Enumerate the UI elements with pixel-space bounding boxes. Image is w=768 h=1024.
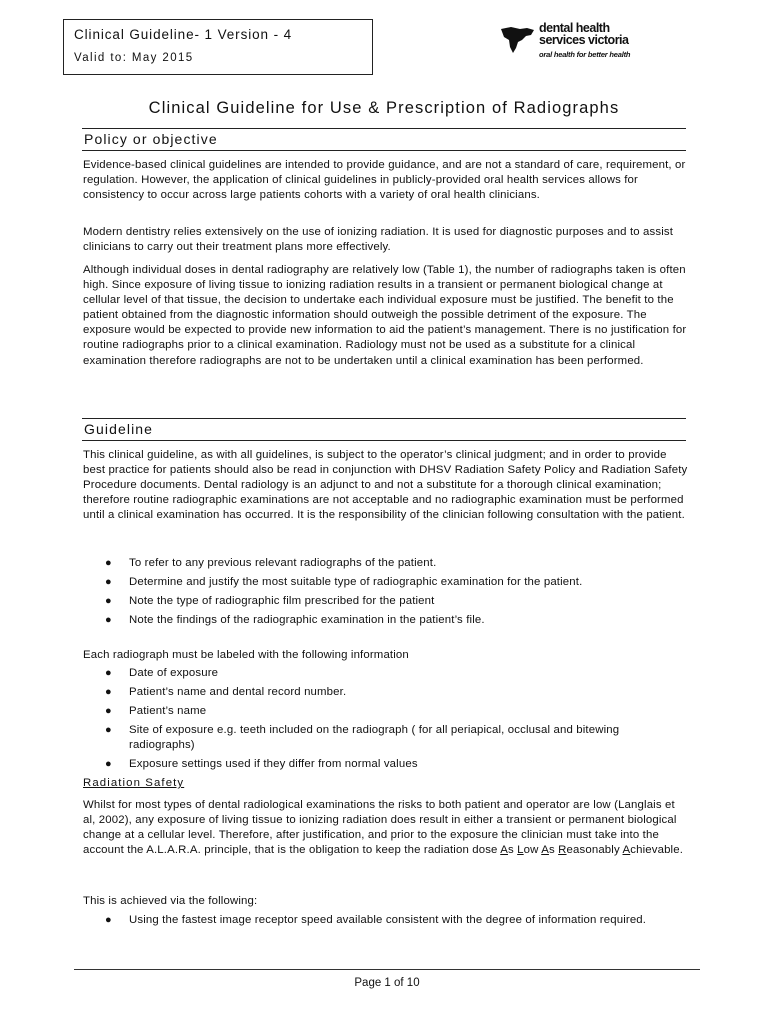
alara-methods-list [83,913,688,928]
list-item: ● Note the type of radiographic film prescribed for the patient [105,595,435,608]
footer-divider [74,969,700,970]
list-item: ● Note the findings of the radiographic examination in the patient’s file. [105,614,485,627]
label-intro-paragraph: Each radiograph must be labeled with the following information [83,649,409,661]
list-item: ● Site of exposure e.g. teeth included on the radiograph ( for all periapical, occlusal and bitewing radiographs) [105,724,620,752]
policy-paragraph-2: Modern dentistry relies extensively on the use of ionizing radiation. It is used for diagnostic purposes and to assist clinicians to carry out their treatment plans more effectively. [83,226,674,254]
page-number: Page 1 of 10 [354,977,420,989]
list-item: ● Exposure settings used if they differ from normal values [105,758,418,771]
list-item: ● To refer to any previous relevant radiographs of the patient. [105,557,437,569]
list-item: ● Using the fastest image receptor speed available consistent with the degree of information required. [105,914,647,926]
document-title: Clinical Guideline for Use & Prescription of Radiographs [148,99,620,117]
logo-tagline: oral health for better health [539,50,631,59]
guideline-heading: Guideline [82,418,686,441]
list-item: ● Determine and justify the most suitable type of radiographic examination for the patient. [105,576,583,589]
list-item: ● Date of exposure [105,667,219,679]
version-line: Clinical Guideline- 1 Version - 4 [74,27,293,42]
logo-name-line2: services victoria [539,32,629,47]
guideline-paragraph-1: This clinical guideline, as with all guidelines, is subject to the operator’s clinical judgment; and in order to provide best practice for patients should also be read in conjunction with DHSV Radiation Safety Policy and Radiation Safety Procedure documents. Dental radiology is an adjunct to and not a substitute for a thorough clinical examination; therefore routine radiographic examinations are not acceptable and no radiographic examination must be performed until a clinical examination has occurred. It is the responsibility of the clinician following consultation with the patient. [83,449,688,522]
radiation-safety-paragraph: Whilst for most types of dental radiological examinations the risks to both patient and operator are low (Langlais et al, 2002), any exposure of living tissue to ionizing radiation does result in either a transient or permanent biological change at a cellular level. Therefore, after justification, and prior to the exposure the clinician must take into the account the A.L.A.R.A. principle, that is the obligation to keep the radiation dose As Low As Reasonably Achievable. [83,799,684,857]
radiation-safety-subheading: Radiation Safety [83,777,185,789]
list-item: ● Patient’s name and dental record number. [105,686,347,699]
logo-name-line1: dental health [539,21,610,35]
dhsv-logo [500,23,690,68]
policy-paragraph-1: Evidence-based clinical guidelines are intended to provide guidance, and are not a standard of care, requirement, or regulation. However, the application of clinical guidelines in publicly-provided oral health services allows for consistency to occur across large patients cohorts with a variety of oral health clinicians. [83,159,686,202]
policy-heading: Policy or objective [82,128,686,151]
policy-paragraph-3: Although individual doses in dental radiography are relatively low (Table 1), the number of radiographs taken is often high. Since exposure of living tissue to ionizing radiation results in a transient or permanent biological change at cellular level of that tissue, the decision to undertake each individual exposure must be justified. The benefit to the patient obtained from the diagnostic information should outweigh the possible detriment of the exposure. The exposure would be expected to provide new information to aid the patient’s management. There is no justification for routine radiographs prior to a clinical examination. Radiology must not be used as a substitute for a clinical examination therefore radiographs are not to be undertaken until a clinical examination has been performed. [83,264,687,367]
valid-to-line: Valid to: May 2015 [74,52,194,64]
achieved-via-paragraph: This is achieved via the following: [83,895,258,907]
version-box [63,19,373,75]
clinician-responsibilities-list [83,556,688,628]
list-item: ● Patient’s name [105,705,207,718]
victoria-map-icon [500,26,536,54]
label-requirements-list [83,666,688,773]
